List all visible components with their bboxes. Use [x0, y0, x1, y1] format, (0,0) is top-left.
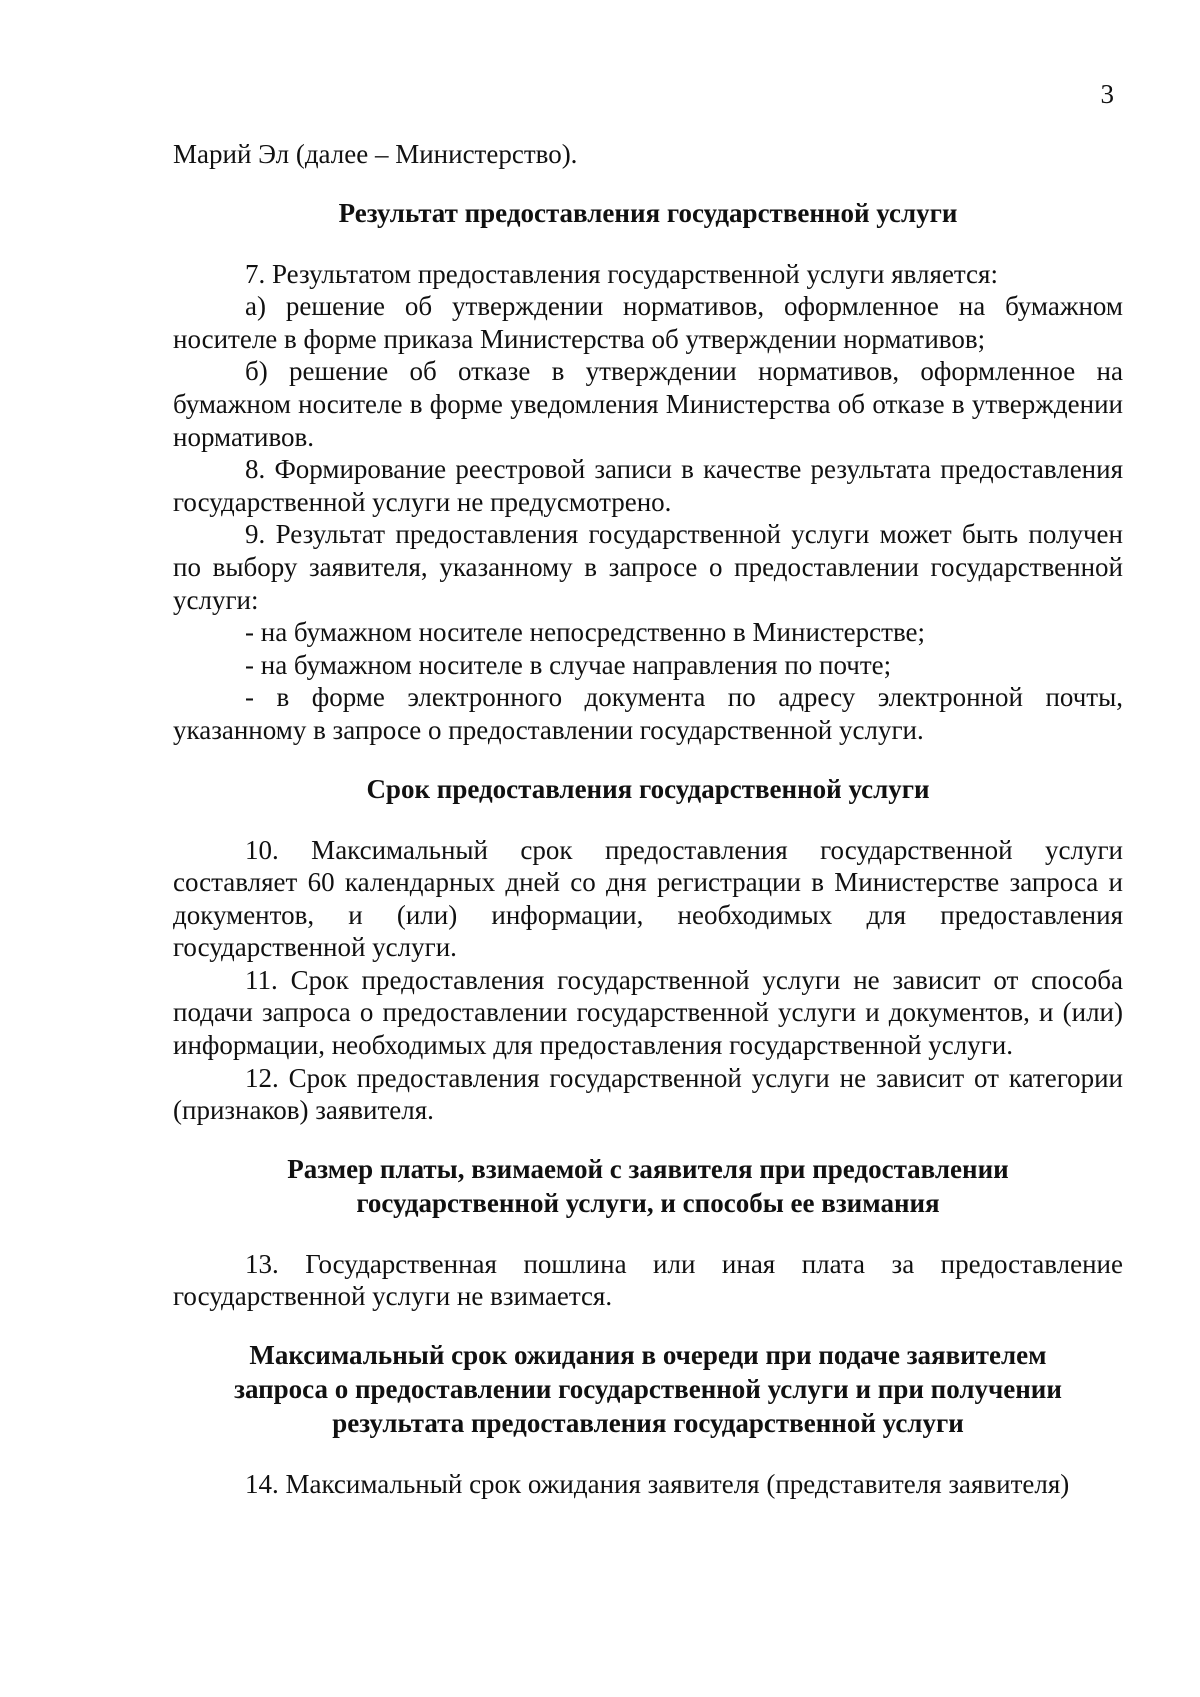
section-heading-result: Результат предоставления государственной услуги	[338, 197, 958, 228]
paragraph-13: 13. Государственная пошлина или иная плата за предоставление государственной услуги не взимается.	[173, 1248, 1123, 1312]
paragraph-11: 11. Срок предоставления государственной услуги не зависит от способа подачи запроса о предоставлении государственной услуги и документов, и (или) информации, необходимых для предоставления государственной услуги.	[173, 964, 1123, 1061]
section-heading-fee-line1: Размер платы, взимаемой с заявителя при предоставлении	[287, 1153, 1009, 1184]
section-queue-body	[173, 1468, 1123, 1501]
paragraph-8: 8. Формирование реестровой записи в качестве результата предоставления государственной услуги не предусмотрено.	[173, 454, 1123, 517]
list-item-paper-ministry: - на бумажном носителе непосредственно в Министерстве;	[245, 617, 926, 648]
section-heading-fee-line2: государственной услуги, и способы ее взимания	[356, 1187, 940, 1218]
paragraph-14: 14. Максимальный срок ожидания заявителя (представителя заявителя)	[245, 1469, 1070, 1500]
paragraph-7a: а) решение об утверждении нормативов, оформленное на бумажном носителе в форме приказа Министерства об утверждении нормативов;	[173, 291, 1123, 354]
page-number: 3	[1100, 79, 1114, 109]
paragraph-10: 10. Максимальный срок предоставления государственной услуги составляет 60 календарных дней со дня регистрации в Министерстве запроса и документов, и (или) информации, необходимых для предоставления государственной услуги.	[173, 834, 1123, 963]
section-fee-body	[173, 1248, 1123, 1313]
section-heading-queue-line2: запроса о предоставлении государственной услуги и при получении	[234, 1374, 1062, 1405]
section-heading-queue	[173, 1338, 1123, 1440]
section-heading-fee	[173, 1152, 1123, 1220]
section-heading-term: Срок предоставления государственной услуги	[366, 773, 930, 804]
list-item-electronic: - в форме электронного документа по адресу электронной почты, указанному в запросе о предоставлении государственной услуги.	[173, 682, 1123, 745]
paragraph-9: 9. Результат предоставления государственной услуги может быть получен по выбору заявителя, указанному в запросе о предоставлении государственной услуги:	[173, 519, 1123, 615]
section-heading-queue-line1: Максимальный срок ожидания в очереди при подаче заявителем	[249, 1340, 1047, 1371]
list-item-paper-mail: - на бумажном носителе в случае направления по почте;	[245, 649, 892, 680]
section-heading-queue-line3: результата предоставления государственной услуги	[332, 1408, 964, 1439]
paragraph-7: 7. Результатом предоставления государственной услуги является:	[245, 258, 998, 289]
section-term-body	[173, 834, 1123, 1127]
section-result-body	[173, 258, 1123, 747]
paragraph-7b: б) решение об отказе в утверждении нормативов, оформленное на бумажном носителе в форме уведомления Министерства об отказе в утверждении нормативов.	[173, 356, 1123, 452]
intro-line: Марий Эл (далее – Министерство).	[173, 139, 578, 169]
document-body	[173, 138, 1123, 1501]
paragraph-12: 12. Срок предоставления государственной услуги не зависит от категории (признаков) заявителя.	[173, 1062, 1123, 1126]
